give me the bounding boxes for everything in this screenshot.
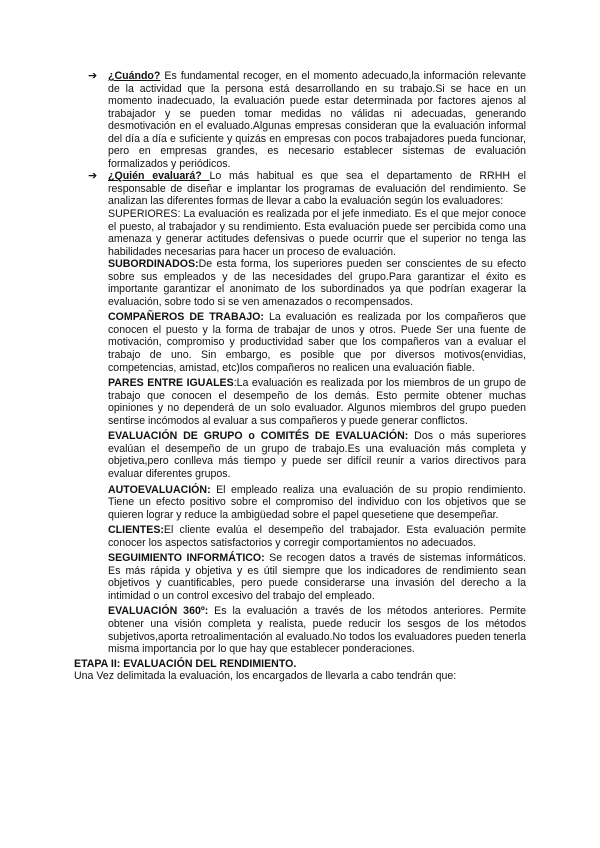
evaluator-text: :La evaluación es realizada por los miembros de un grupo de trabajo que conocen el desempeño de los demás. Esto permite obtener muchas opiniones y no dependerá de un solo evaluador. Algunos miembros del grupo pueden sentirse incómodos al evaluar a sus compañeros y puede generar conflictos. — [108, 377, 527, 427]
evaluator-label: EVALUACIÓN 360º: — [108, 605, 209, 618]
evaluator-seguimiento — [74, 552, 526, 602]
evaluator-label: CLIENTES: — [108, 524, 164, 537]
evaluator-text: El empleado realiza una evaluación de su propio rendimiento. Tiene un efecto positivo sobre el compromiso del individuo con los objetivos que se quieren lograr y reduce la ambigüedad sobre el papel quesetiene que desempeñar. — [108, 483, 526, 521]
evaluator-label: EVALUACIÓN DE GRUPO o COMITÉS DE EVALUACIÓN: — [108, 430, 409, 443]
evaluator-pares — [74, 377, 526, 427]
arrow-right-icon: ➔ — [88, 70, 98, 82]
evaluator-autoevaluacion — [74, 484, 526, 522]
evaluator-text: Se recogen datos a través de sistemas informáticos. Es más rápida y objetiva y es útil siempre que los indicadores de rendimiento sean objetivos y cuantificables, pero puede considerarse una invasión del derecho a la intimidad o un control excesivo del trabajo del empleado. — [108, 552, 526, 602]
bullet-quien-text: Lo más habitual es que sea el departamento de RRHH el responsable de diseñar e implantar los programas de evaluación del rendimiento. Se analizan las diferentes formas de llevar a cabo la evaluación según los evaluadores: — [108, 170, 526, 208]
evaluator-text: Es la evaluación a través de los métodos anteriores. Permite obtener una visión completa y realista, puede reducir los sesgos de los métodos subjetivos,aporta retroalimentación al evaluado.No todos los evaluadores pueden tenerla misma importancia por lo que hay que establecer ponderaciones. — [108, 605, 526, 656]
evaluator-superiores: SUPERIORES: La evaluación es realizada por el jefe inmediato. Es el que mejor conoce el puesto, al trabajador y su rendimiento. Esta evaluación puede ser percibida como una amenaza y generar actitudes defensivas o puede ocurrir que el superior no tenga las habilidades necesarias para hacer un proceso de evaluación. — [108, 208, 526, 258]
evaluator-grupo — [74, 430, 526, 480]
evaluator-360 — [74, 605, 526, 655]
evaluator-label: SUBORDINADOS: — [108, 258, 199, 271]
evaluator-text: De esta forma, los superiores pueden ser conscientes de su efecto sobre sus empleados y de las necesidades del grupo.Para garantizar el éxito es importante garantizar el anonimato de los subordinados ya que podrían exagerar la evaluación, sobre todo si se ven amenazados o recompensados. — [108, 258, 526, 308]
bullet-cuando-lead: ¿Cuándo? — [108, 70, 161, 82]
evaluator-subordinados — [74, 258, 526, 308]
bullet-quien-lead: ¿Quién evaluará? — [108, 170, 210, 183]
evaluator-label: COMPAÑEROS DE TRABAJO: — [108, 311, 264, 324]
bullet-quien — [74, 170, 526, 208]
evaluator-label: PARES ENTRE IGUALES — [108, 377, 234, 390]
evaluator-clientes — [74, 524, 526, 549]
bullet-cuando — [74, 70, 526, 170]
arrow-right-icon: ➔ — [88, 170, 98, 183]
evaluator-label: AUTOEVALUACIÓN: — [108, 483, 211, 496]
evaluator-text: La evaluación es realizada por los compañeros que conocen el puesto y la forma de trabajar de unos y otros. Puede Ser una fuente de motivación, compromiso y productividad saber que los compañeros van a evaluar el trabajo de uno. Sin embargo, es posible que por diversos motivos(envidias, competencias, amistad, etc)los compañeros no realicen una evaluación fiable. — [108, 311, 526, 374]
evaluator-companeros — [74, 311, 526, 374]
evaluator-text: Dos o más superiores evalúan el desempeño de un grupo de trabajo.Es una evaluación más completa y objetiva,pero conlleva más tiempo y puede ser difícil reunir a varios directivos para evaluar diferentes grupos. — [108, 430, 526, 480]
bullet-cuando-text: Es fundamental recoger, en el momento adecuado,la información relevante de la actividad que la persona está desarrollando en su trabajo.Si se hace en un momento inadecuado, la evaluación puede estar determinada por factores ajenos al trabajador y se pueden tomar medidas no válidas ni adecuadas, generando desmotivación en el evaluado.Algunas empresas consideran que la evaluación informal del día a día e suficiente y quizás en empresas con pocos trabajadores pueda funcionar, pero en empresas grandes, es necesario establecer sistemas de evaluación formalizados y periódicos. — [108, 70, 526, 170]
section-heading: ETAPA II: EVALUACIÓN DEL RENDIMIENTO. — [74, 657, 297, 670]
evaluator-text: El cliente evalúa el desempeño del trabajador. Esta evaluación permite conocer los aspectos satisfactorios y corregir comportamientos no adecuados. — [108, 524, 526, 549]
section-intro: Una Vez delimitada la evaluación, los encargados de llevarla a cabo tendrán que: — [74, 670, 457, 683]
evaluator-label: SEGUIMIENTO INFORMÁTICO: — [108, 552, 265, 565]
